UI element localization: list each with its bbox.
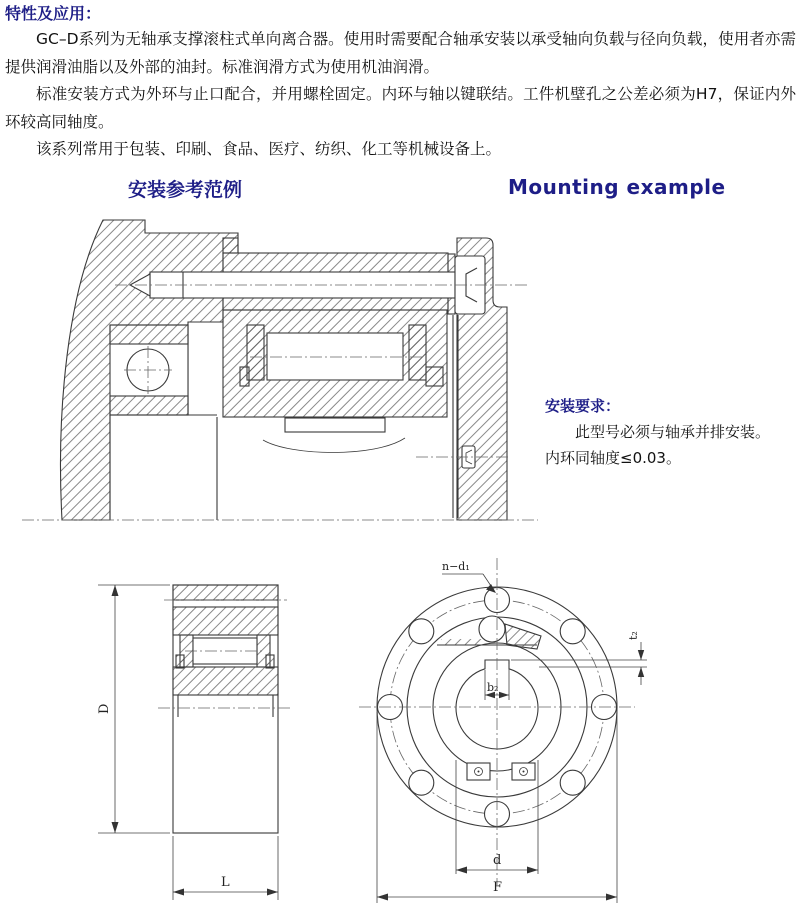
clutch-roller [267,333,403,380]
mounting-note-line: 此型号必须与轴承并排安装。 [575,423,771,441]
section-heading-en: Mounting example [508,175,726,199]
callout-bolt-holes [442,560,496,593]
cage-screw-plates [467,763,535,780]
side-view-body [158,585,293,833]
dimension-label-t2: t₂ [627,631,640,640]
mounting-note-title: 安装要求： [545,397,621,415]
label-bolt-holes: n−d₁ [442,560,470,573]
mounting-note-line: 内环同轴度≤0.03。 [545,449,681,467]
intro-paragraph: 该系列常用于包装、印刷、食品、医疗、纺织、化工等机械设备上。 [36,140,502,158]
mounting-note [545,393,797,471]
intro-title: 特性及应用： [5,4,102,23]
dimension-label-L: L [221,875,230,890]
front-view-drawing [345,552,685,912]
shaft-key [285,418,385,432]
intro-section [5,2,796,164]
clutch-body [223,310,447,417]
support-bearing [110,325,188,415]
dimension-L [173,836,278,900]
dimension-label-F: F [493,880,503,895]
dimension-label-D: D [97,703,112,714]
sprag-roller [479,616,505,642]
shaft-break-line [263,438,405,453]
mounting-example-drawing [20,210,540,540]
section-heading-zh: 安装参考范例 [128,179,243,201]
intro-paragraph: GC–D系列为无轴承支撑滚柱式单向离合器。使用时需要配合轴承安装以承受轴向负载与径向负载，使用者亦需提供润滑油脂以及外部的油封。标准润滑方式为使用机油润滑。 [5,30,796,76]
dimension-label-d: d [493,853,502,868]
intro-paragraph: 标准安装方式为外环与止口配合，并用螺栓固定。内环与轴以键联结。工件机壁孔之公差必须为H7，保证内外环较高同轴度。 [5,85,796,131]
dimension-label-b2: b₂ [487,681,499,694]
dimension-D [97,585,170,833]
side-view-drawing [80,560,320,910]
